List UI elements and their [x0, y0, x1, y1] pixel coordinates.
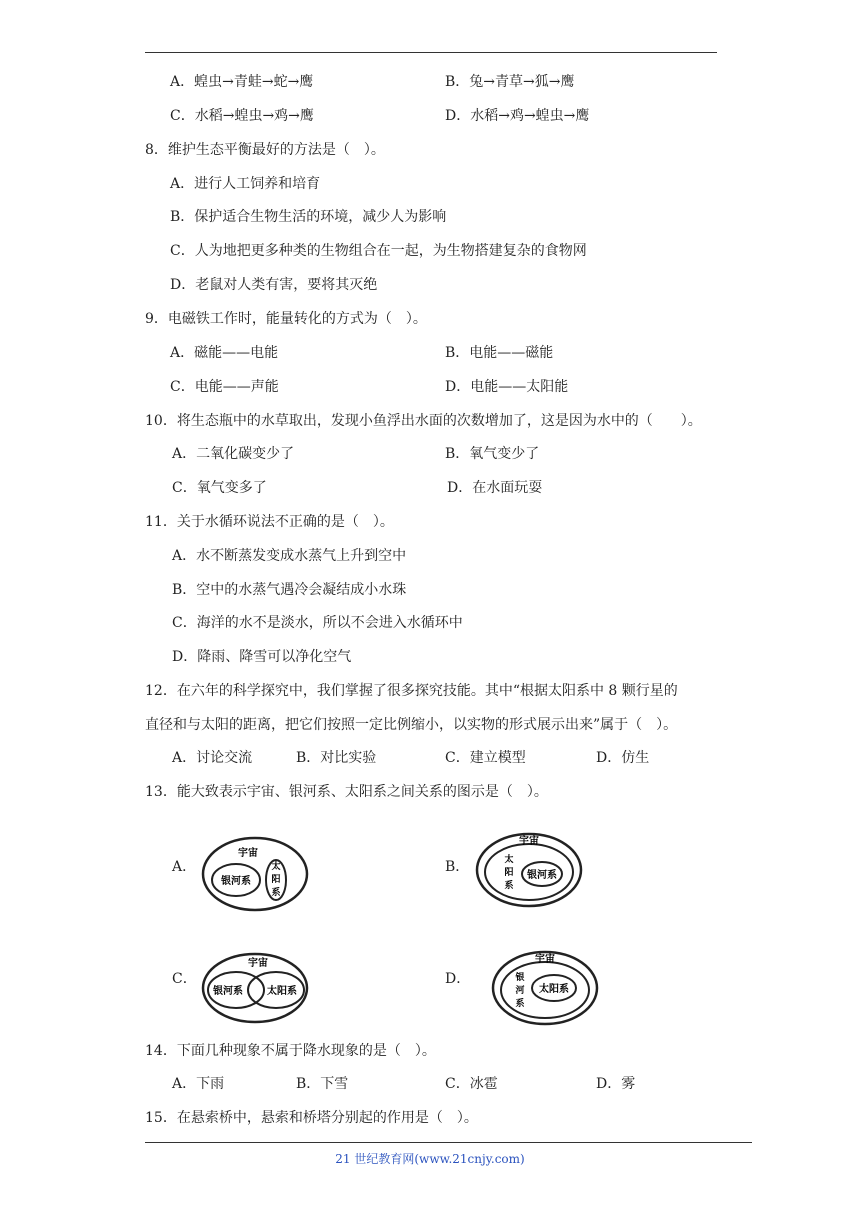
q14-option-b: B．下雪: [296, 1076, 349, 1092]
q10-option-d: D．在水面玩耍: [447, 480, 543, 496]
q12-stem-line1: 12．在六年的科学探究中，我们掌握了很多探究技能。其中“根据太阳系中 8 颗行星的: [145, 683, 678, 699]
q14-option-a: A．下雨: [172, 1076, 225, 1092]
solar-v3: 系: [271, 888, 281, 898]
galaxy-label: 银河系: [527, 870, 557, 881]
q10-option-a: A．二氧化碳变少了: [172, 446, 295, 462]
galaxy-label: 银河系: [213, 986, 243, 997]
q10-option-b: B．氧气变少了: [445, 446, 540, 462]
q12-option-a: A．讨论交流: [172, 750, 253, 766]
q10-stem: 10．将生态瓶中的水草取出，发现小鱼浮出水面的次数增加了，这是因为水中的（ ）。: [145, 413, 702, 429]
q7-option-c: C．水稻→蝗虫→鸡→鹰: [170, 108, 314, 124]
galaxy-v1: 银: [515, 973, 525, 983]
q14-stem: 14．下面几种现象不属于降水现象的是（ ）。: [145, 1043, 436, 1059]
solar-v3: 系: [504, 881, 514, 891]
q13-diagram-b: [474, 830, 584, 910]
q10-option-c: C．氧气变多了: [172, 480, 267, 496]
q9-option-a: A．磁能——电能: [170, 345, 279, 361]
q11-option-c: C．海洋的水不是淡水，所以不会进入水循环中: [172, 615, 463, 631]
galaxy-v2: 河: [515, 986, 525, 996]
q13-option-a-label: A．: [172, 859, 197, 875]
q15-stem: 15．在悬索桥中，悬索和桥塔分别起的作用是（ ）。: [145, 1110, 478, 1126]
q8-option-c: C．人为地把更多种类的生物组合在一起，为生物搭建复杂的食物网: [170, 243, 587, 259]
q14-option-d: D．雾: [596, 1076, 636, 1092]
q13-diagram-a: [200, 834, 310, 914]
solar-v2: 阳: [504, 868, 514, 878]
galaxy-v3: 系: [515, 999, 525, 1009]
footer-source: 21 世纪教育网(www.21cnjy.com): [335, 1152, 525, 1166]
q8-stem: 8．维护生态平衡最好的方法是（ ）。: [145, 142, 385, 158]
universe-label: 宇宙: [519, 836, 539, 847]
q11-stem: 11．关于水循环说法不正确的是（ ）。: [145, 514, 394, 530]
q14-option-c: C．冰雹: [445, 1076, 498, 1092]
q12-option-c: C．建立模型: [445, 750, 526, 766]
solar-v2: 阳: [271, 875, 281, 885]
galaxy-label: 银河系: [221, 876, 251, 887]
q12-option-d: D．仿生: [596, 750, 650, 766]
solar-label: 太阳系: [539, 984, 569, 995]
solar-v1: 太: [271, 862, 281, 872]
q7-option-d: D．水稻→鸡→蝗虫→鹰: [445, 108, 590, 124]
solar-label: 太阳系: [267, 986, 297, 997]
q13-stem: 13．能大致表示宇宙、银河系、太阳系之间关系的图示是（ ）。: [145, 784, 548, 800]
q13-diagram-c: [200, 950, 310, 1026]
q9-option-b: B．电能——磁能: [445, 345, 554, 361]
q8-option-d: D．老鼠对人类有害，要将其灭绝: [170, 277, 378, 293]
q13-diagram-d: [490, 948, 600, 1028]
q8-option-a: A．进行人工饲养和培育: [170, 176, 321, 192]
q11-option-d: D．降雨、降雪可以净化空气: [172, 649, 352, 665]
q7-option-a: A．蝗虫→青蛙→蛇→鹰: [170, 74, 314, 90]
q8-option-b: B．保护适合生物生活的环境，减少人为影响: [170, 209, 447, 225]
universe-label: 宇宙: [248, 958, 268, 969]
universe-label: 宇宙: [238, 848, 258, 859]
q7-option-b: B．兔→青草→狐→鹰: [445, 74, 575, 90]
bottom-rule: [145, 1142, 752, 1143]
q11-option-a: A．水不断蒸发变成水蒸气上升到空中: [172, 548, 407, 564]
q11-option-b: B．空中的水蒸气遇冷会凝结成小水珠: [172, 582, 407, 598]
q9-option-d: D．电能——太阳能: [445, 379, 569, 395]
q13-option-c-label: C．: [172, 971, 197, 987]
q12-option-b: B．对比实验: [296, 750, 377, 766]
solar-v1: 太: [504, 855, 514, 865]
q9-stem: 9．电磁铁工作时，能量转化的方式为（ ）。: [145, 311, 427, 327]
q13-option-d-label: D．: [445, 971, 471, 987]
q9-option-c: C．电能——声能: [170, 379, 279, 395]
q13-option-b-label: B．: [445, 859, 470, 875]
q12-stem-line2: 直径和与太阳的距离，把它们按照一定比例缩小，以实物的形式展示出来”属于（ ）。: [145, 717, 678, 733]
top-rule: [145, 52, 717, 53]
universe-label: 宇宙: [535, 954, 555, 965]
